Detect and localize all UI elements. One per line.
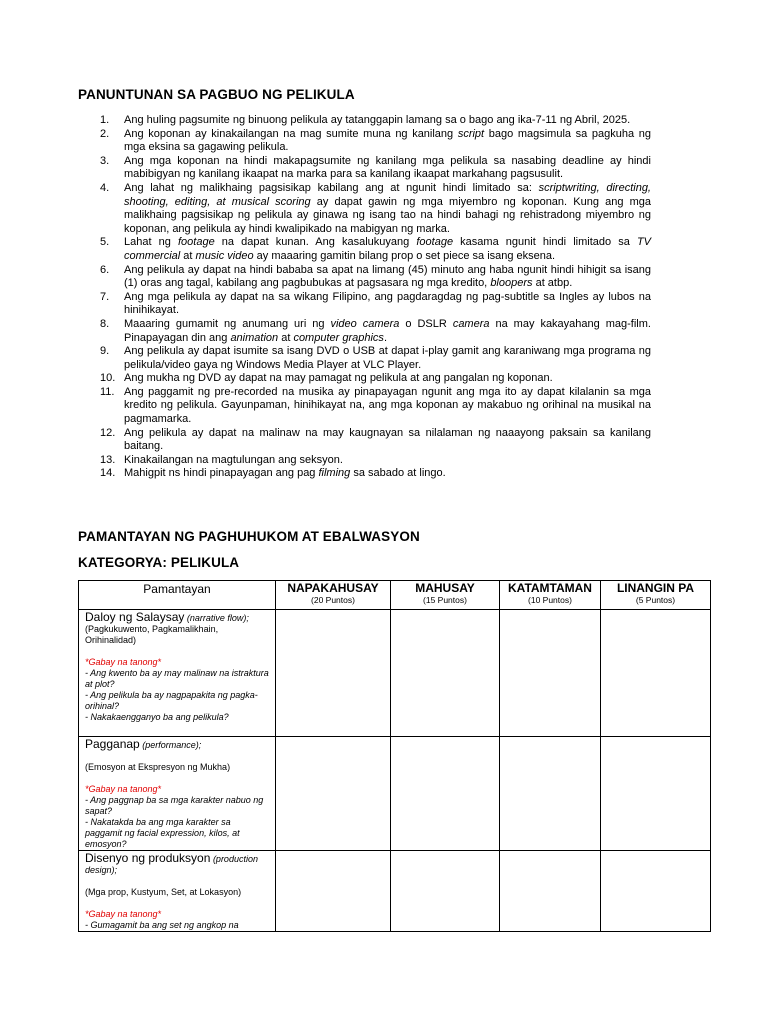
score-cell[interactable] (601, 851, 711, 932)
rule-item (78, 372, 651, 386)
criterion-cell (79, 737, 276, 851)
rule-number: 1. (100, 114, 110, 126)
rule-text: Ang lahat ng malikhaing pagsisikap kabilang ang at ngunit hindi limitado sa: scriptwriting, directing, shooting, editing, at musical scoring ay dapat gawin ng mga miyembro ng koponan. Kung ang mga malikhaing pagsisikap ng pelikula ay ginawa ng isang tao na hindi bahagi ng rehistradong miyembro ng koponan, ang pelikula ay hindi kwalipikado na mabigyan ng marka. (124, 181, 651, 235)
score-cell[interactable] (500, 737, 601, 851)
level-points: (15 Puntos) (423, 595, 467, 605)
criterion-sub: (Pagkukuwento, Pagkamalikhain, Orihinalidad) (85, 624, 219, 645)
guide-label: *Gabay na tanong* (85, 784, 162, 794)
rule-text: Ang koponan ay kinakailangan na mag sumite muna ng kanilang script bago magsimula sa pagkuha ng mga eksina sa gagawing pelikula. (124, 127, 651, 154)
criterion-sub: (Mga prop, Kustyum, Set, at Lokasyon) (85, 887, 242, 897)
rule-item (78, 427, 651, 454)
rule-number: 9. (100, 345, 110, 358)
rule-number: 7. (100, 290, 110, 303)
guide-question: - Nakakaengganyo ba ang pelikula? (85, 712, 229, 722)
rule-text: Lahat ng footage na dapat kunan. Ang kasalukuyang footage kasama ngunit hindi limitado sa TV commercial at music video ay maaaring gamitin bilang prop o set piece sa isang eksena. (124, 236, 652, 262)
score-cell[interactable] (601, 610, 711, 737)
score-cell[interactable] (276, 737, 391, 851)
score-cell[interactable] (601, 737, 711, 851)
level-points: (5 Puntos) (635, 595, 676, 605)
rule-text: Ang huling pagsumite ng binuong pelikula ay tatanggapin lamang sa o bago ang ika-7-11 ng Abril, 2025. (124, 114, 631, 126)
rule-number: 2. (100, 127, 110, 140)
level-header (500, 581, 601, 610)
rule-item (78, 291, 651, 318)
rule-number: 6. (100, 263, 110, 276)
evaluation-title: PAMANTAYAN NG PAGHUHUKOM AT EBALWASYON (78, 529, 420, 544)
rule-item (78, 454, 651, 468)
level-header (391, 581, 500, 610)
rule-item (78, 386, 651, 427)
criterion-english: (performance); (142, 740, 202, 750)
rule-item (78, 318, 651, 345)
rule-number: 5. (100, 236, 110, 249)
rule-item (78, 467, 651, 481)
rule-number: 13. (100, 453, 116, 466)
rule-text: Ang mukha ng DVD ay dapat na may pamagat ng pelikula at ang pangalan ng koponan. (124, 372, 553, 385)
level-header (276, 581, 391, 610)
score-cell[interactable] (500, 851, 601, 932)
rule-text: Kinakailangan na magtulungan ang seksyon. (124, 453, 343, 466)
rule-number: 14. (100, 467, 116, 480)
rubric-header-row (79, 581, 711, 610)
category-title: KATEGORYA: PELIKULA (78, 555, 240, 570)
rule-number: 10. (100, 372, 116, 385)
level-name: MAHUSAY (415, 581, 475, 595)
rule-text: Ang mga pelikula ay dapat na sa wikang Filipino, ang pagdaragdag ng pag-subtitle sa Ingles ay lubos na hinihikayat. (124, 290, 651, 317)
rule-text: Maaaring gumamit ng anumang uri ng video camera o DSLR camera na may kakayahang mag-film. Pinapayagan din ang animation at computer graphics. (124, 317, 651, 344)
guide-label: *Gabay na tanong* (85, 909, 162, 919)
rule-text: Ang mga koponan na hindi makapagsumite ng kanilang mga pelikula sa nasabing deadline ay hindi mabibigyan ng kanilang ikaapat na marka para sa kanilang ikaapat markahang pagsusulit. (124, 154, 651, 181)
level-points: (20 Puntos) (311, 595, 355, 605)
rules-list (78, 114, 651, 481)
rule-number: 8. (100, 317, 110, 330)
criterion-name: Pagganap (85, 737, 140, 751)
criterion-sub: (Emosyon at Ekspresyon ng Mukha) (85, 762, 231, 772)
rule-text: Ang pelikula ay dapat na malinaw na may kaugnayan sa nilalaman ng naaayong paksain sa kanilang baitang. (124, 426, 651, 453)
guide-question: - Ang pelikula ba ay nagpapakita ng pagka-orihinal? (85, 690, 258, 711)
level-points: (10 Puntos) (528, 595, 572, 605)
rule-text: Ang pelikula ay dapat na hindi bababa sa apat na limang (45) minuto ang haba ngunit hindi hihigit sa isang (1) oras ang tagal, kabilang ang pagbubukas at pagsasara ng mga kredito, bloopers at atbp. (124, 263, 651, 290)
rubric-row (79, 737, 711, 851)
rule-number: 4. (100, 181, 110, 194)
level-name: NAPAKAHUSAY (287, 581, 379, 595)
score-cell[interactable] (391, 610, 500, 737)
rule-number: 11. (100, 385, 115, 398)
score-cell[interactable] (391, 851, 500, 932)
guide-question: - Ang kwento ba ay may malinaw na istraktura at plot? (85, 668, 269, 689)
criterion-name: Disenyo ng produksyon (85, 851, 211, 865)
rubric-row (79, 610, 711, 737)
score-cell[interactable] (391, 737, 500, 851)
score-cell[interactable] (276, 851, 391, 932)
rule-number: 3. (100, 154, 110, 167)
rule-text: Ang paggamit ng pre-recorded na musika ay pinapayagan ngunit ang mga ito ay dapat kilalanin sa mga kredito ng pelikula. Gayunpaman, hinihikayat na, ang mga koponan ay makabuo ng orihinal na musikal na pagmamarka. (124, 385, 651, 426)
guide-label: *Gabay na tanong* (85, 657, 162, 667)
rubric-row (79, 851, 711, 932)
rule-number: 12. (100, 426, 116, 439)
score-cell[interactable] (276, 610, 391, 737)
rule-item (78, 345, 651, 372)
rule-item (78, 236, 651, 263)
level-name: KATAMTAMAN (508, 581, 592, 595)
rule-text: Mahigpit ns hindi pinapayagan ang pag filming sa sabado at lingo. (124, 467, 446, 480)
level-name: LINANGIN PA (616, 581, 695, 595)
criterion-name: Daloy ng Salaysay (85, 610, 185, 624)
rule-item (78, 155, 651, 182)
criterion-cell (79, 851, 276, 932)
rule-item (78, 264, 651, 291)
rule-text: Ang pelikula ay dapat isumite sa isang DVD o USB at dapat i-play gamit ang karaniwang mga programa ng pelikula/video gaya ng Windows Media Player at VLC Player. (124, 345, 651, 371)
criteria-header: Pamantayan (79, 581, 276, 610)
level-header (601, 581, 711, 610)
rubric-table (78, 580, 711, 932)
criterion-english: (narrative flow); (186, 613, 249, 623)
criterion-english: (production design); (85, 854, 258, 875)
guide-question: - Gumagamit ba ang set ng angkop na (85, 920, 239, 930)
rule-item (78, 128, 651, 155)
rule-item (78, 182, 651, 236)
rule-item (78, 114, 651, 128)
score-cell[interactable] (500, 610, 601, 737)
guide-question: - Nakatakda ba ang mga karakter sa paggamit ng facial expression, kilos, at emosyon? (85, 817, 240, 849)
guide-question: - Ang paggnap ba sa mga karakter nabuo ng sapat? (85, 795, 264, 816)
criterion-cell (79, 610, 276, 737)
rules-title: PANUNTUNAN SA PAGBUO NG PELIKULA (78, 87, 355, 102)
